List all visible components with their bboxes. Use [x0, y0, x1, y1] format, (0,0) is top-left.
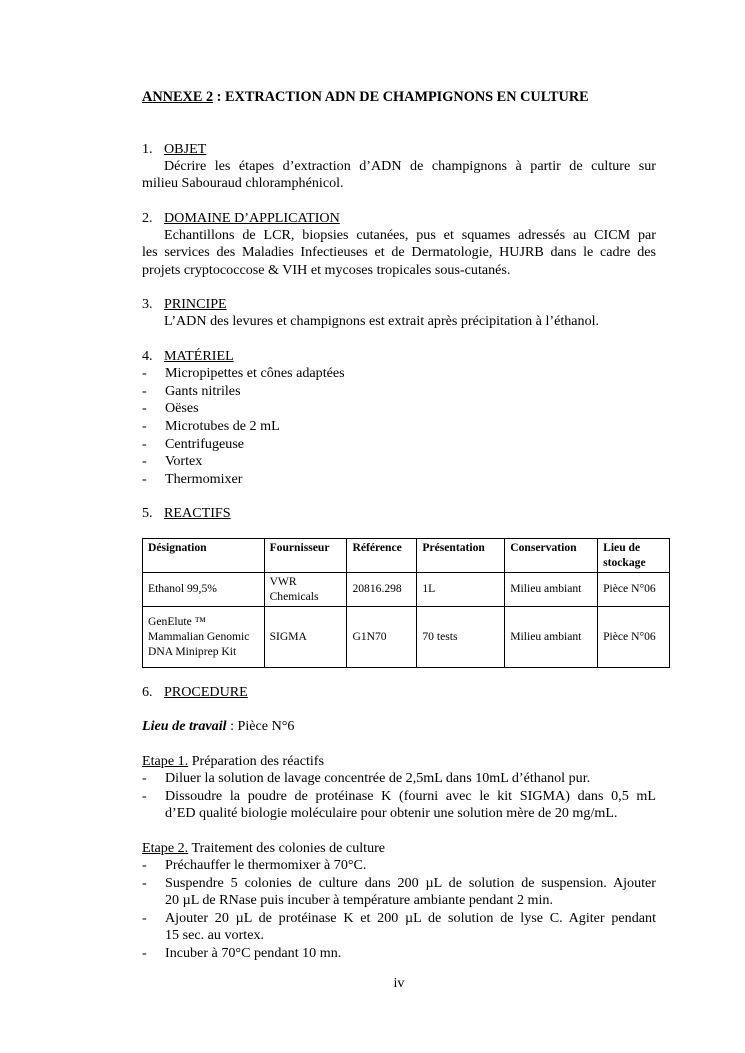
step-list-item-text: Ajouter 20 µL de protéinase K et 200 µL de solution de lyse C. Agiter pendant	[165, 910, 656, 926]
annex-title: ANNEXE 2 : EXTRACTION ADN DE CHAMPIGNONS EN CULTURE	[142, 89, 589, 105]
step-list-item-text: Dissoudre la poudre de protéinase K (fourni avec le kit SIGMA) dans 0,5 mL	[165, 788, 656, 804]
section-2-heading: 2. DOMAINE D’APPLICATION	[142, 210, 340, 226]
section-6-heading: 6. PROCEDURE	[142, 684, 248, 700]
table-header-row	[143, 539, 670, 573]
page-number: iv	[393, 975, 405, 991]
table-cell: 1L	[417, 573, 505, 607]
section-5-heading: 5. REACTIFS	[142, 505, 231, 521]
step-list-item: - Préchauffer le thermomixer à 70°C.	[142, 857, 367, 873]
table-cell: SIGMA	[264, 607, 347, 668]
section-1-text-line: Décrire les étapes d’extraction d’ADN de champignons à partir de culture sur	[164, 158, 656, 174]
section-4-heading: 4. MATÉRIEL	[142, 348, 234, 364]
table-cell: VWR Chemicals	[264, 573, 347, 607]
step-list-item: -	[142, 875, 147, 891]
table-row	[143, 607, 670, 668]
table-cell: Milieu ambiant	[505, 607, 598, 668]
table-header-cell: Fournisseur	[264, 539, 347, 573]
reagents-table	[142, 538, 670, 668]
table-header-cell: Présentation	[417, 539, 505, 573]
section-2-text-line: Echantillons de LCR, biopsies cutanées, pus et squames adressés au CICM par	[164, 227, 656, 243]
section-2-text-line: les services des Maladies Infectieuses et de Dermatologie, HUJRB dans le cadre des	[142, 244, 656, 260]
table-cell: Pièce N°06	[598, 573, 670, 607]
material-list-item: - Centrifugeuse	[142, 436, 245, 452]
table-cell: 70 tests	[417, 607, 505, 668]
step-list-item-text: 15 sec. au vortex.	[165, 927, 265, 943]
section-1-heading: 1. OBJET	[142, 141, 207, 157]
material-list-item: - Microtubes de 2 mL	[142, 418, 280, 434]
step-list-item: - Incuber à 70°C pendant 10 mn.	[142, 945, 342, 961]
step-list-item-text: 20 µL de RNase puis incuber à température ambiante pendant 2 min.	[165, 892, 554, 908]
material-list-item: - Vortex	[142, 453, 203, 469]
table-cell: Milieu ambiant	[505, 573, 598, 607]
table-header-cell: Lieu de stockage	[598, 539, 670, 573]
step-list-item: -	[142, 788, 147, 804]
section-3-heading: 3. PRINCIPE	[142, 296, 227, 312]
table-cell: G1N70	[347, 607, 417, 668]
section-2-text-line: projets cryptococcose & VIH et mycoses tropicales sous-cutanés.	[142, 262, 511, 278]
step-list-item-text: Suspendre 5 colonies de culture dans 200 µL de solution de suspension. Ajouter	[165, 875, 656, 891]
section-1-text-line: milieu Sabouraud chloramphénicol.	[142, 175, 344, 191]
step-list-item-text: d’ED qualité biologie moléculaire pour obtenir une solution mère de 20 mg/mL.	[165, 805, 618, 821]
work-location: Lieu de travail : Pièce N°6	[142, 718, 295, 734]
table-header-cell: Référence	[347, 539, 417, 573]
material-list-item: - Micropipettes et cônes adaptées	[142, 365, 345, 381]
table-cell: Pièce N°06	[598, 607, 670, 668]
table-header-cell: Conservation	[505, 539, 598, 573]
section-3-text-line: L’ADN des levures et champignons est extrait après précipitation à l’éthanol.	[164, 313, 600, 329]
table-header-cell: Désignation	[143, 539, 265, 573]
step-2-title: Etape 2. Traitement des colonies de culture	[142, 840, 386, 856]
step-list-item: -	[142, 910, 147, 926]
step-1-title: Etape 1. Préparation des réactifs	[142, 753, 324, 769]
table-cell: GenElute ™ Mammalian Genomic DNA Miniprep Kit	[143, 607, 265, 668]
material-list-item: - Gants nitriles	[142, 383, 241, 399]
table-cell: Ethanol 99,5%	[143, 573, 265, 607]
material-list-item: - Thermomixer	[142, 471, 243, 487]
step-list-item: - Diluer la solution de lavage concentrée de 2,5mL dans 10mL d’éthanol pur.	[142, 770, 591, 786]
table-row	[143, 573, 670, 607]
material-list-item: - Oëses	[142, 400, 199, 416]
table-cell: 20816.298	[347, 573, 417, 607]
